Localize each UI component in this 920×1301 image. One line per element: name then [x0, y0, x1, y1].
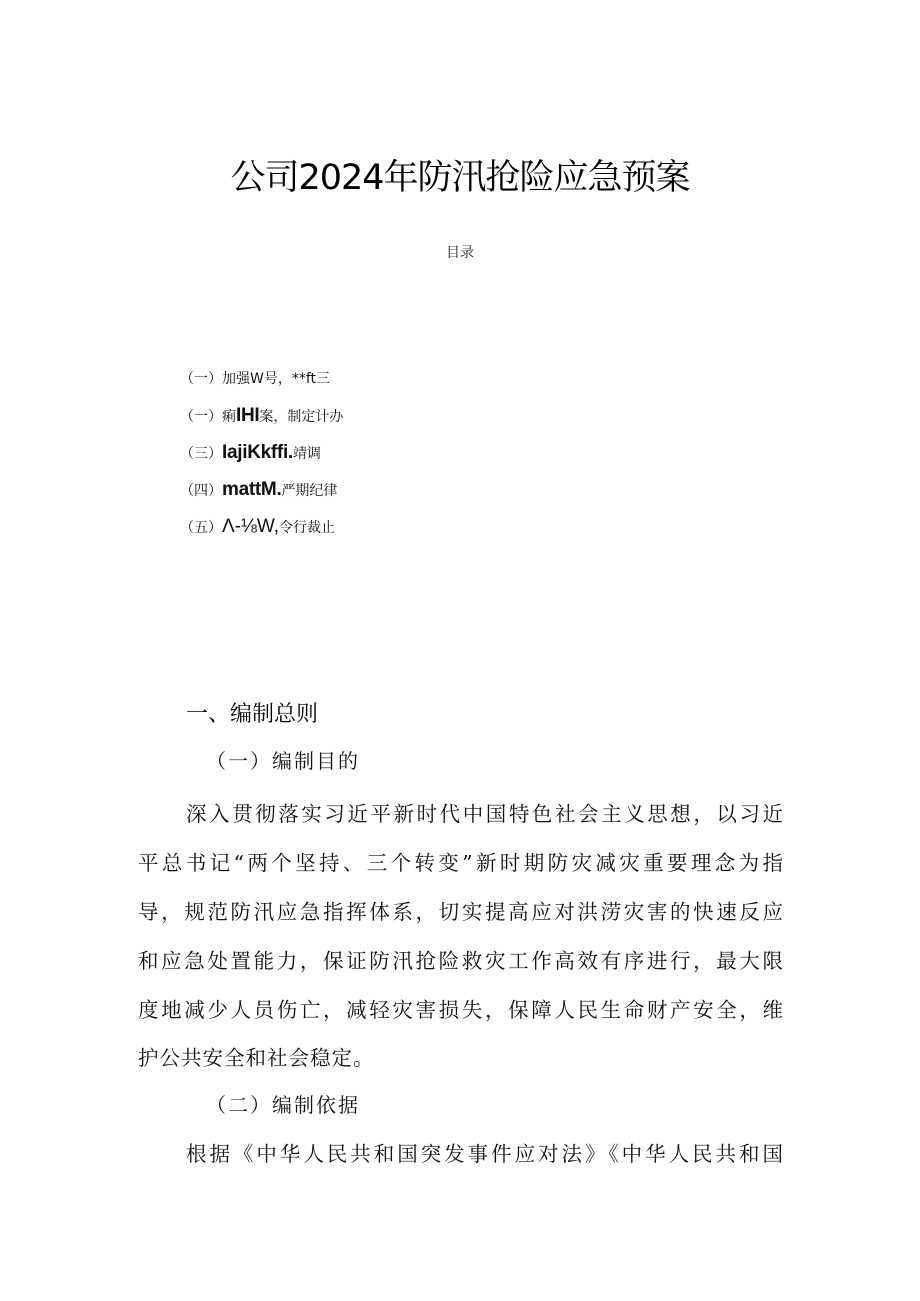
toc-item-4[interactable] [180, 479, 580, 516]
toc-item-garbled-text: mattM. [222, 479, 282, 500]
toc-item-garbled-text: IHI [236, 405, 260, 426]
toc-item-tail: 令行裁止 [279, 520, 336, 536]
toc-item-number: （五） [180, 520, 222, 536]
paragraph-line: 和应急处置能力，保证防汛抢险救灾工作高效有序进行，最大限 [138, 949, 784, 973]
toc-item-tail: 靖调 [292, 446, 321, 462]
toc-item-number: （四） [180, 483, 222, 499]
paragraph-line: 导，规范防汛应急指挥体系，切实提高应对洪涝灾害的快速反应 [138, 900, 784, 924]
subsection-heading: （二）编制依据 [206, 1093, 360, 1117]
toc-item-garbled-text: IajiKkffi. [222, 442, 293, 463]
toc-item-1[interactable] [180, 368, 580, 405]
toc-item-3[interactable] [180, 442, 580, 479]
paragraph-line: 根据《中华人民共和国突发事件应对法》《中华人民共和国 [186, 1142, 784, 1166]
subsection-heading: （一）编制目的 [206, 749, 360, 773]
paragraph-line: 护公共安全和社会稳定。 [138, 1046, 375, 1070]
paragraph-line: 平总书记“两个坚持、三个转变”新时期防灾减灾重要理念为指 [138, 851, 784, 875]
toc-item-text: 加强W号，**ft三 [222, 371, 331, 387]
toc-item-number: （一） [180, 371, 222, 387]
toc-item-tail: 案，制定计办 [259, 409, 344, 425]
toc-item-5[interactable] [180, 516, 580, 553]
toc-item-text: 痢 [222, 409, 236, 425]
toc-heading: 目录 [446, 245, 474, 261]
toc-item-2[interactable] [180, 405, 580, 442]
paragraph-line: 度地减少人员伤亡，减轻灾害损失，保障人民生命财产安全，维 [138, 998, 784, 1022]
toc-item-number: （一） [180, 409, 222, 425]
section-heading: 一、编制总则 [186, 702, 319, 727]
paragraph-line: 深入贯彻落实习近平新时代中国特色社会主义思想，以习近 [186, 802, 784, 826]
document-title: 公司2024年防汛抢险应急预案 [230, 158, 690, 198]
toc-item-number: （三） [180, 446, 222, 462]
toc-item-tail: 严期纪律 [281, 483, 338, 499]
table-of-contents [180, 368, 580, 553]
toc-item-garbled-text: Λ-⅛W, [222, 516, 280, 537]
